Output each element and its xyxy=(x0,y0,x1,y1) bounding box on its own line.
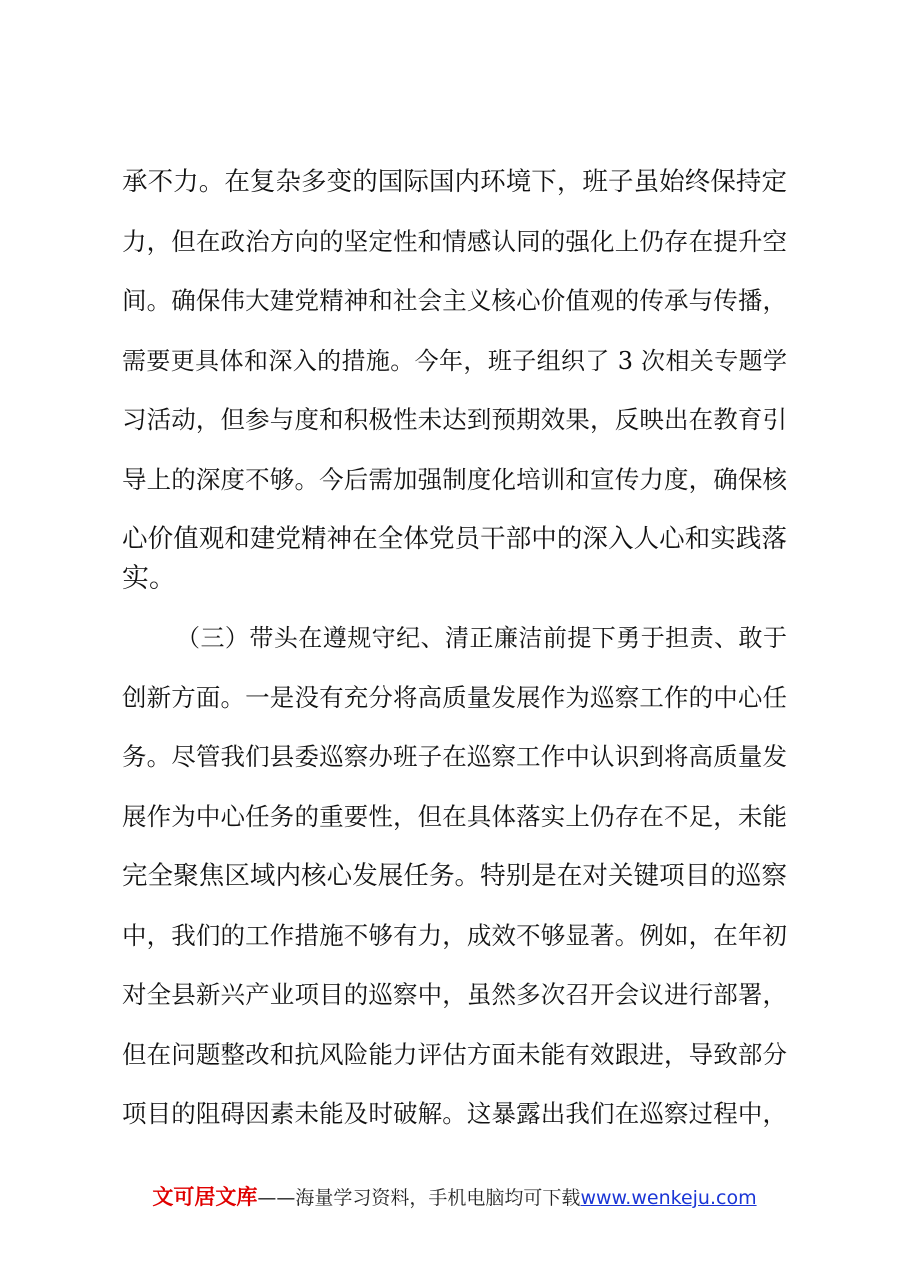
paragraph-line: 间。确保伟大建党精神和社会主义核心价值观的传承与传播， xyxy=(122,286,787,315)
paragraph-line: 导上的深度不够。今后需加强制度化培训和宣传力度，确保核 xyxy=(122,465,787,494)
paragraph-line: 中，我们的工作措施不够有力，成效不够显著。例如，在年初 xyxy=(122,921,787,950)
paragraph-line: 完全聚焦区域内核心发展任务。特别是在对关键项目的巡察 xyxy=(122,861,787,891)
footer-brand: 文可居文库 xyxy=(152,1185,258,1209)
paragraph-line: 对全县新兴产业项目的巡察中，虽然多次召开会议进行部署， xyxy=(122,980,787,1009)
paragraph-line: 创新方面。一是没有充分将高质量发展作为巡察工作的中心任 xyxy=(122,683,787,712)
footer-slogan: ——海量学习资料，手机电脑均可下载 xyxy=(257,1187,581,1209)
paragraph-line: 展作为中心任务的重要性，但在具体落实上仍存在不足，未能 xyxy=(122,802,787,831)
paragraph-line: 务。尽管我们县委巡察办班子在巡察工作中认识到将高质量发 xyxy=(122,742,787,771)
paragraph-line: 心价值观和建党精神在全体党员干部中的深入人心和实践落 xyxy=(122,524,787,554)
paragraph-line: 习活动，但参与度和积极性未达到预期效果，反映出在教育引 xyxy=(122,405,787,434)
paragraph-line: 力，但在政治方向的坚定性和情感认同的强化上仍存在提升空 xyxy=(122,227,787,256)
section-heading-line: （三）带头在遵规守纪、清正廉洁前提下勇于担责、敢于 xyxy=(176,624,787,652)
paragraph-line: 但在问题整改和抗风险能力评估方面未能有效跟进，导致部分 xyxy=(122,1040,787,1069)
paragraph-line: 需要更具体和深入的措施。今年，班子组织了 3 次相关专题学 xyxy=(122,347,787,375)
footer-link[interactable]: www.wenkeju.com xyxy=(580,1187,757,1209)
footer-banner xyxy=(0,1181,909,1213)
paragraph-line: 承不力。在复杂多变的国际国内环境下，班子虽始终保持定 xyxy=(122,167,787,197)
paragraph-line: 实。 xyxy=(122,563,176,594)
paragraph-line: 项目的阻碍因素未能及时破解。这暴露出我们在巡察过程中， xyxy=(122,1099,787,1128)
